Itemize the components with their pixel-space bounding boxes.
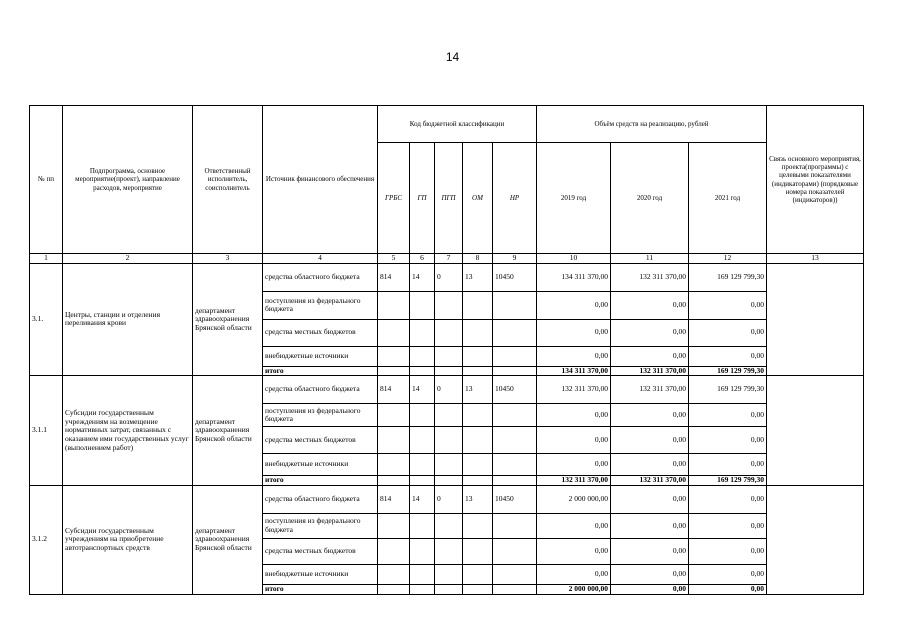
header-executor: Ответственный исполнитель, соисполнитель bbox=[193, 106, 263, 254]
amount-2021: 0,00 bbox=[689, 513, 767, 538]
header-gp: ГП bbox=[410, 143, 435, 254]
grbs-cell bbox=[378, 513, 410, 538]
gp-cell bbox=[410, 564, 435, 584]
total-2019: 134 311 370,00 bbox=[537, 366, 611, 376]
source: поступления из федерального бюджета bbox=[263, 291, 378, 319]
source: средства местных бюджетов bbox=[263, 427, 378, 454]
column-number: 4 bbox=[263, 254, 378, 264]
pgp-cell bbox=[435, 454, 463, 476]
source: средства областного бюджета bbox=[263, 376, 378, 404]
np-cell bbox=[493, 454, 537, 476]
column-number: 1 bbox=[30, 254, 63, 264]
amount-2020: 0,00 bbox=[611, 319, 689, 346]
column-number: 5 bbox=[378, 254, 410, 264]
program-name: Субсидии государственным учреждениям на приобретение автотранспортных средств bbox=[63, 485, 193, 594]
gp-cell bbox=[410, 319, 435, 346]
grbs-cell bbox=[378, 454, 410, 476]
header-source: Источник финансового обеспечения bbox=[263, 106, 378, 254]
column-number: 6 bbox=[410, 254, 435, 264]
indicator-link bbox=[767, 485, 864, 594]
header-grbs: ГРБС bbox=[378, 143, 410, 254]
amount-2019: 0,00 bbox=[537, 346, 611, 366]
amount-2020: 0,00 bbox=[611, 564, 689, 584]
gp-cell bbox=[410, 291, 435, 319]
np-cell bbox=[493, 404, 537, 427]
gp-cell bbox=[410, 404, 435, 427]
np-cell bbox=[493, 346, 537, 366]
gp-cell: 14 bbox=[410, 485, 435, 513]
table-row bbox=[30, 485, 864, 513]
header-num: № пп bbox=[30, 106, 63, 254]
column-number: 11 bbox=[611, 254, 689, 264]
om-cell bbox=[463, 538, 493, 564]
om-cell bbox=[463, 404, 493, 427]
total-2020: 132 311 370,00 bbox=[611, 476, 689, 486]
pgp-cell bbox=[435, 427, 463, 454]
column-numbers-row bbox=[30, 254, 864, 264]
header-np: НР bbox=[493, 143, 537, 254]
amount-2020: 0,00 bbox=[611, 427, 689, 454]
amount-2021: 0,00 bbox=[689, 454, 767, 476]
om-cell: 13 bbox=[463, 485, 493, 513]
pgp-cell bbox=[435, 319, 463, 346]
gp-cell bbox=[410, 346, 435, 366]
om-cell bbox=[463, 319, 493, 346]
gp-cell: 14 bbox=[410, 263, 435, 291]
gp-cell: 14 bbox=[410, 376, 435, 404]
source: средства местных бюджетов bbox=[263, 319, 378, 346]
group-3-1-2 bbox=[30, 485, 864, 594]
source: внебюджетные источники bbox=[263, 454, 378, 476]
gp-cell bbox=[410, 513, 435, 538]
amount-2020: 132 311 370,00 bbox=[611, 263, 689, 291]
amount-2019: 0,00 bbox=[537, 454, 611, 476]
total-2021: 169 129 799,30 bbox=[689, 366, 767, 376]
column-number: 8 bbox=[463, 254, 493, 264]
header-program: Подпрограмма, основное мероприятие(проект), направление расходов, мероприятие bbox=[63, 106, 193, 254]
pgp-cell: 0 bbox=[435, 376, 463, 404]
amount-2021: 0,00 bbox=[689, 485, 767, 513]
amount-2020: 0,00 bbox=[611, 454, 689, 476]
total-2020: 132 311 370,00 bbox=[611, 366, 689, 376]
grbs-cell bbox=[378, 346, 410, 366]
pgp-cell bbox=[435, 564, 463, 584]
pgp-cell: 0 bbox=[435, 263, 463, 291]
amount-2019: 0,00 bbox=[537, 538, 611, 564]
pgp-cell bbox=[435, 404, 463, 427]
amount-2019: 0,00 bbox=[537, 427, 611, 454]
pgp-cell bbox=[435, 291, 463, 319]
header-budget-code: Код бюджетной классификации bbox=[378, 106, 537, 143]
total-2019: 132 311 370,00 bbox=[537, 476, 611, 486]
amount-2019: 0,00 bbox=[537, 513, 611, 538]
amount-2021: 0,00 bbox=[689, 538, 767, 564]
om-cell bbox=[463, 291, 493, 319]
np-cell bbox=[493, 538, 537, 564]
grbs-cell: 814 bbox=[378, 485, 410, 513]
pgp-cell: 0 bbox=[435, 485, 463, 513]
source: внебюджетные источники bbox=[263, 346, 378, 366]
np-cell: 10450 bbox=[493, 485, 537, 513]
column-number: 13 bbox=[767, 254, 864, 264]
total-2019: 2 000 000,00 bbox=[537, 584, 611, 594]
amount-2020: 0,00 bbox=[611, 404, 689, 427]
np-cell bbox=[493, 319, 537, 346]
source: поступления из федерального бюджета bbox=[263, 513, 378, 538]
gp-cell bbox=[410, 427, 435, 454]
total-2021: 0,00 bbox=[689, 584, 767, 594]
om-cell bbox=[463, 564, 493, 584]
amount-2019: 134 311 370,00 bbox=[537, 263, 611, 291]
np-cell bbox=[493, 564, 537, 584]
column-number: 9 bbox=[493, 254, 537, 264]
gp-cell bbox=[410, 454, 435, 476]
amount-2019: 132 311 370,00 bbox=[537, 376, 611, 404]
total-label: итого bbox=[263, 366, 378, 376]
amount-2021: 0,00 bbox=[689, 346, 767, 366]
np-cell bbox=[493, 291, 537, 319]
indicator-link bbox=[767, 263, 864, 376]
column-number: 10 bbox=[537, 254, 611, 264]
grbs-cell bbox=[378, 291, 410, 319]
source: поступления из федерального бюджета bbox=[263, 404, 378, 427]
row-number: 3.1.2 bbox=[30, 485, 63, 594]
source: внебюджетные источники bbox=[263, 564, 378, 584]
table-row bbox=[30, 376, 864, 404]
column-number: 12 bbox=[689, 254, 767, 264]
total-label: итого bbox=[263, 476, 378, 486]
amount-2021: 0,00 bbox=[689, 291, 767, 319]
amount-2021: 169 129 799,30 bbox=[689, 263, 767, 291]
amount-2021: 169 129 799,30 bbox=[689, 376, 767, 404]
grbs-cell: 814 bbox=[378, 263, 410, 291]
executor: департамент здравоохранения Брянской области bbox=[193, 376, 263, 486]
row-number: 3.1.1 bbox=[30, 376, 63, 486]
header-2021: 2021 год bbox=[689, 143, 767, 254]
pgp-cell bbox=[435, 513, 463, 538]
amount-2020: 132 311 370,00 bbox=[611, 376, 689, 404]
source: средства областного бюджета bbox=[263, 485, 378, 513]
amount-2019: 0,00 bbox=[537, 291, 611, 319]
om-cell bbox=[463, 427, 493, 454]
executor: департамент здравоохранения Брянской области bbox=[193, 263, 263, 376]
amount-2019: 0,00 bbox=[537, 564, 611, 584]
header-pgp: ПГП bbox=[435, 143, 463, 254]
source: средства местных бюджетов bbox=[263, 538, 378, 564]
program-name: Субсидии государственным учреждениям на возмещение нормативных затрат, связанных с оказанием ими государственных услуг (выполнением работ) bbox=[63, 376, 193, 486]
om-cell bbox=[463, 346, 493, 366]
amount-2019: 0,00 bbox=[537, 404, 611, 427]
amount-2019: 2 000 000,00 bbox=[537, 485, 611, 513]
column-number: 7 bbox=[435, 254, 463, 264]
total-2021: 169 129 799,30 bbox=[689, 476, 767, 486]
pgp-cell bbox=[435, 538, 463, 564]
pgp-cell bbox=[435, 346, 463, 366]
amount-2020: 0,00 bbox=[611, 485, 689, 513]
amount-2019: 0,00 bbox=[537, 319, 611, 346]
np-cell bbox=[493, 513, 537, 538]
np-cell: 10450 bbox=[493, 376, 537, 404]
grbs-cell bbox=[378, 319, 410, 346]
total-2020: 0,00 bbox=[611, 584, 689, 594]
np-cell bbox=[493, 427, 537, 454]
group-3-1 bbox=[30, 263, 864, 376]
header-2020: 2020 год bbox=[611, 143, 689, 254]
amount-2021: 0,00 bbox=[689, 319, 767, 346]
amount-2020: 0,00 bbox=[611, 291, 689, 319]
grbs-cell bbox=[378, 538, 410, 564]
header-funds: Объём средств на реализацию, рублей bbox=[537, 106, 767, 143]
grbs-cell bbox=[378, 427, 410, 454]
grbs-cell bbox=[378, 564, 410, 584]
column-number: 3 bbox=[193, 254, 263, 264]
total-label: итого bbox=[263, 584, 378, 594]
source: средства областного бюджета bbox=[263, 263, 378, 291]
program-name: Центры, станции и отделения переливания крови bbox=[63, 263, 193, 376]
om-cell bbox=[463, 513, 493, 538]
gp-cell bbox=[410, 538, 435, 564]
page-number: 14 bbox=[445, 50, 460, 64]
om-cell: 13 bbox=[463, 376, 493, 404]
amount-2020: 0,00 bbox=[611, 346, 689, 366]
header-link: Связь основного мероприятия, проекта(программы) с целевыми показателями (индикаторами) (порядковые номера показателей (индикаторов)) bbox=[767, 106, 864, 254]
executor: департамент здравоохранения Брянской области bbox=[193, 485, 263, 594]
group-3-1-1 bbox=[30, 376, 864, 486]
indicator-link bbox=[767, 376, 864, 486]
column-number: 2 bbox=[63, 254, 193, 264]
row-number: 3.1. bbox=[30, 263, 63, 376]
grbs-cell: 814 bbox=[378, 376, 410, 404]
budget-table bbox=[29, 105, 864, 595]
amount-2021: 0,00 bbox=[689, 564, 767, 584]
header-2019: 2019 год bbox=[537, 143, 611, 254]
amount-2020: 0,00 bbox=[611, 513, 689, 538]
amount-2021: 0,00 bbox=[689, 404, 767, 427]
table-row bbox=[30, 263, 864, 291]
om-cell: 13 bbox=[463, 263, 493, 291]
header-om: ОМ bbox=[463, 143, 493, 254]
amount-2021: 0,00 bbox=[689, 427, 767, 454]
amount-2020: 0,00 bbox=[611, 538, 689, 564]
np-cell: 10450 bbox=[493, 263, 537, 291]
grbs-cell bbox=[378, 404, 410, 427]
om-cell bbox=[463, 454, 493, 476]
